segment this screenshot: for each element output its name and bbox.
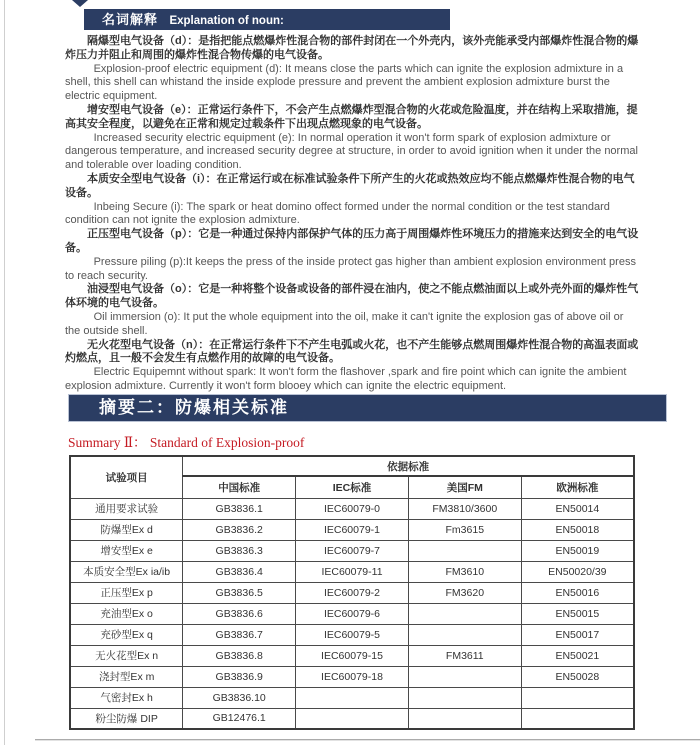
table-row — [70, 687, 634, 708]
column-header-iec: IEC标准 — [296, 476, 409, 498]
table-cell: IEC60079-0 — [296, 498, 409, 519]
column-header-usfm: 美国FM — [408, 476, 521, 498]
table-cell: GB3836.2 — [183, 519, 296, 540]
table-cell: EN50016 — [521, 582, 634, 603]
table-cell: 增安型Ex e — [70, 540, 183, 561]
table-cell: 粉尘防爆 DIP — [70, 708, 183, 729]
table-row — [70, 498, 634, 519]
table-cell: EN50021 — [521, 645, 634, 666]
table-cell — [296, 708, 409, 729]
page-edge-line — [4, 0, 5, 745]
explanation-paragraph: Oil immersion (o): It put the whole equipment into the oil, make it can't ignite the explosion gas of above oil or the outside shell. — [65, 310, 624, 337]
table-row — [70, 561, 634, 582]
table-cell — [408, 708, 521, 729]
table-cell: EN50014 — [521, 498, 634, 519]
column-header-test-item: 试验项目 — [70, 456, 183, 498]
table-cell: IEC60079-18 — [296, 666, 409, 687]
table-cell — [408, 687, 521, 708]
table-row — [70, 519, 634, 540]
standards-table — [69, 455, 635, 730]
table-cell: 通用要求试验 — [70, 498, 183, 519]
table-row — [70, 540, 634, 561]
table-cell: FM3611 — [408, 645, 521, 666]
table-cell: FM3810/3600 — [408, 498, 521, 519]
table-cell: IEC60079-2 — [296, 582, 409, 603]
table-cell — [408, 624, 521, 645]
table-row — [70, 582, 634, 603]
corner-triangle-decoration — [72, 0, 88, 7]
table-cell: GB3836.6 — [183, 603, 296, 624]
explanation-paragraph: 无火花型电气设备（n）：在正常运行条件下不产生电弧或火花，也不产生能够点燃周围爆炸性混合物的高温表面或灼燃点，且一般不会发生有点燃作用的故障的电气设备。 — [65, 338, 639, 365]
table-cell: IEC60079-5 — [296, 624, 409, 645]
table-row — [70, 708, 634, 729]
table-cell: GB3836.10 — [183, 687, 296, 708]
table-cell: IEC60079-1 — [296, 519, 409, 540]
table-cell: EN50017 — [521, 624, 634, 645]
table-cell: IEC60079-7 — [296, 540, 409, 561]
table-cell: EN50020/39 — [521, 561, 634, 582]
explanation-paragraph: 隔爆型电气设备（d）：是指把能点燃爆炸性混合物的部件封闭在一个外壳内，该外壳能承受内部爆炸性混合物的爆炸压力并阻止和周围的爆炸性混合物传爆的电气设备。 — [65, 35, 639, 61]
explanation-header-badge — [84, 9, 450, 30]
badge-title-cn: 名词解释 — [102, 12, 159, 27]
table-cell: GB3836.3 — [183, 540, 296, 561]
table-cell — [408, 603, 521, 624]
table-cell: 充砂型Ex q — [70, 624, 183, 645]
column-group-header-standards: 依据标准 — [183, 456, 634, 476]
table-cell — [408, 540, 521, 561]
table-cell — [521, 687, 634, 708]
table-row — [70, 666, 634, 687]
summary-section-banner: 摘要二：防爆相关标准 — [68, 394, 667, 422]
table-cell: IEC60079-11 — [296, 561, 409, 582]
explanation-paragraph: 本质安全型电气设备（i）：在正常运行或在标准试验条件下所产生的火花或热效应均不能点燃爆炸性混合物的电气设备。 — [65, 172, 635, 199]
explanation-paragraph: Increased security electric equipment (e): In normal operation it won't form spark of explosion admixture or dangerous temperature, and increased security degree at structure, in order to avoid ignition when it under the normal and tolerable over loading condition. — [65, 131, 638, 172]
table-cell: GB3836.5 — [183, 582, 296, 603]
explanation-paragraph: Pressure piling (p):It keeps the press of the inside protect gas higher than ambient explosion environment press to reach security. — [65, 255, 636, 282]
table-cell — [296, 687, 409, 708]
explanation-paragraph: 增安型电气设备（e）：正常运行条件下，不会产生点燃爆炸型混合物的火花或危险温度，并在结构上采取措施，提高其安全程度，以避免在正常和规定过载条件下出现点燃现象的电气设备。 — [65, 103, 638, 130]
table-cell: EN50018 — [521, 519, 634, 540]
table-cell: 防爆型Ex d — [70, 519, 183, 540]
explanation-paragraph: Inbeing Secure (i): The spark or heat domino offect formed under the normal condition or the test standard condition can not ignite the explosion admixture. — [65, 200, 610, 227]
explanation-paragraph: 油浸型电气设备（o）：它是一种将整个设备或设备的部件浸在油内，使之不能点燃油面以上或外壳外面的爆炸性气体环境的电气设备。 — [65, 283, 639, 310]
table-row — [70, 624, 634, 645]
table-cell: 正压型Ex p — [70, 582, 183, 603]
table-cell: FM3620 — [408, 582, 521, 603]
table-cell: 气密封Ex h — [70, 687, 183, 708]
column-header-europe: 欧洲标准 — [521, 476, 634, 498]
table-cell: GB3836.9 — [183, 666, 296, 687]
badge-title-en: Explanation of noun: — [169, 15, 284, 27]
table-cell: EN50028 — [521, 666, 634, 687]
table-cell: 无火花型Ex n — [70, 645, 183, 666]
table-row — [70, 645, 634, 666]
table-cell: EN50019 — [521, 540, 634, 561]
column-header-china: 中国标准 — [183, 476, 296, 498]
table-cell: GB3836.8 — [183, 645, 296, 666]
table-cell: IEC60079-6 — [296, 603, 409, 624]
table-row — [70, 603, 634, 624]
table-cell: GB3836.7 — [183, 624, 296, 645]
explanation-paragraph: Explosion-proof electric equipment (d): It means close the parts which can ignite the explosion admixture in a shell, this shell can whistand the inside explode pressure and prevent the ambient explosion admixture burst the electric equipment. — [65, 62, 624, 103]
explanation-paragraph: 正压型电气设备（p）：它是一种通过保持内部保护气体的压力高于周围爆炸性环境压力的措施来达到安全的电气设备。 — [65, 228, 639, 254]
table-cell: EN50015 — [521, 603, 634, 624]
table-cell: 充油型Ex o — [70, 603, 183, 624]
table-cell: FM3610 — [408, 561, 521, 582]
table-cell: 浇封型Ex m — [70, 666, 183, 687]
table-cell — [521, 708, 634, 729]
table-cell: 本质安全型Ex ia/ib — [70, 561, 183, 582]
explanation-paragraph: Electric Equipemnt without spark: It won't form the flashover ,spark and fire point which can ignite the ambient explosion admixture. Currently it won't form blooey which can ignite the electric equipment. — [65, 366, 627, 392]
table-header-row — [70, 456, 634, 476]
table-cell — [408, 666, 521, 687]
table-cell: IEC60079-15 — [296, 645, 409, 666]
table-cell: GB12476.1 — [183, 708, 296, 729]
table-cell: Fm3615 — [408, 519, 521, 540]
footer-rule-line — [35, 739, 700, 741]
table-cell: GB3836.4 — [183, 561, 296, 582]
summary-subtitle: Summary Ⅱ： Standard of Explosion-proof — [68, 435, 305, 450]
table-cell: GB3836.1 — [183, 498, 296, 519]
explanation-text-block — [65, 35, 640, 394]
